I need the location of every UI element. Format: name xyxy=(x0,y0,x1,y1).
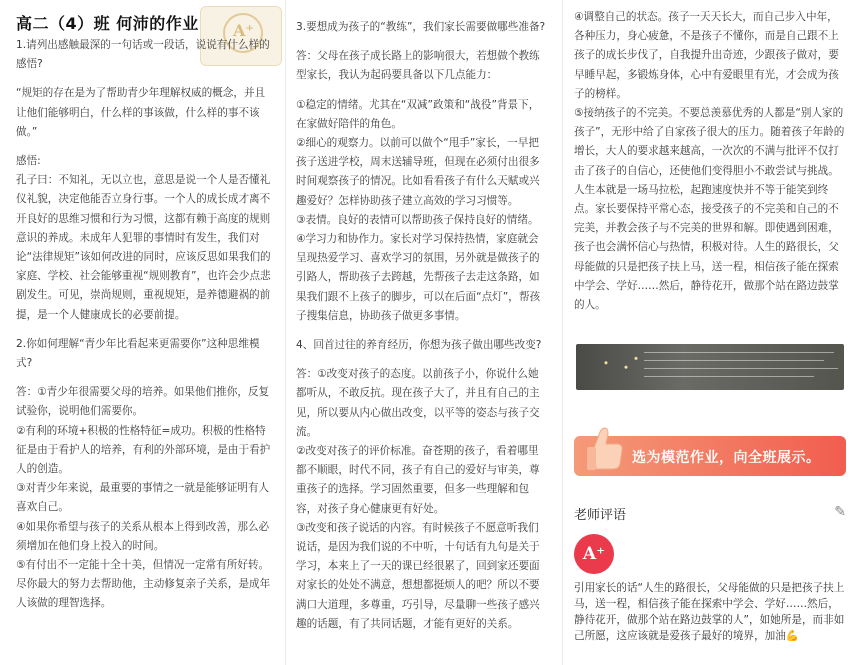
answer-3-4: ④学习力和协作力。家长对学习保持热情，家庭就会呈现热爱学习、喜欢学习的氛围，另外就是做孩子的引路人，帮助孩子去跨越，先帮孩子去走这条路，如果我们跟不上孩子的脚步，可以在后面“点灯”，帮孩子搜集信息，协助孩子做更多事情。 xyxy=(296,233,541,322)
reflection-label: 感悟: xyxy=(16,155,41,168)
page-title: 高二（4）班 何沛的作业 xyxy=(16,14,199,33)
question-4: 4、回首过往的养育经历，你想为孩子做出哪些改变? xyxy=(296,339,542,352)
question-1: 1.请列出感触最深的一句话或一段话，说说有什么样的感悟? xyxy=(16,39,270,71)
review-title: 老师评语 xyxy=(574,508,627,523)
column-divider xyxy=(285,0,286,665)
grade-avatar: A⁺ xyxy=(574,534,614,574)
quote-text: “规矩的存在是为了帮助青少年理解权威的概念，并且让他们能够明白，什么样的事该做，什么样的事不该做。” xyxy=(16,87,266,138)
answer-4-5: ⑤接纳孩子的不完美。不要总羡慕优秀的人都是“别人家的孩子”，无形中给了自家孩子很大的压力。随着孩子年龄的增长，大人的要求越来越高，一次次的不满与批评不仅打击了孩子的自信心，还使他们变得胆小不敢尝试与挑战。人生本就是一场马拉松，起跑速度快并不等于能笑到终点。家长要保持平常心态，接受孩子的不完美和自己的不完美，并教会孩子与不完美的世界和解。即使遇到困难，孩子也会满怀信心与热情，积极对待。人生的路很长，父母能做的只是把孩子扶上马，送一程，相信孩子能在探索中学会、学好……然后，静待花开，做那个站在路边鼓掌的人。 xyxy=(574,107,845,312)
answer-3-2: ②细心的观察力。以前可以做个“甩手”家长，一早把孩子送进学校，周末送辅导班，但现在必须付出很多时间观察孩子的情况。比如看看孩子有什么天赋或兴趣爱好？怎样协助孩子建立高效的学习习惯等。 xyxy=(296,137,540,207)
answer-3-3: ③表情。良好的表情可以帮助孩子保持良好的情绪。 xyxy=(296,213,539,226)
answer-4-4: ④调整自己的状态。孩子一天天长大，而自己步入中年，各种压力，身心疲惫，不是孩子不懂你，而是自己跟不上孩子的成长步伐了，自我提升出奇迹，少跟孩子做对，要早睡早起，多锻炼身体，心中有爱眼里有光，才会成为孩子的榜样。 xyxy=(574,11,839,100)
teacher-review-text: 引用家长的话“人生的路很长，父母能做的只是把孩子扶上马，送一程，相信孩子能在探索中学会、学好……然后，静待花开，做那个站在路边鼓掌的人”，如她所是，而非如己所愿，这应该就是爱孩子最好的境界，加油💪 xyxy=(574,582,845,642)
thumbs-up-icon xyxy=(582,424,626,476)
banner-text: 选为模范作业，向全班展示。 xyxy=(632,450,821,466)
answer-2-3: ③对青少年来说，最重要的事情之一就是能够证明有人喜欢自己。 xyxy=(16,482,270,514)
reflection-text: 孔子曰：不知礼，无以立也，意思是说一个人是否懂礼仪礼貌，决定他能否立身行事。一个人的成长成才离不开良好的思维习惯和行为习惯，这都有赖于高度的规则意识的养成。未成年人犯罪的事情时有发生，我们对论“法律规矩”该如何改进的同时，应该反思如果我们的家庭、学校、社会能够重视“规则教育”，也许会少点悲剧发生。可见，崇尚规则，重视规矩，是养德避祸的前提，是一个人健康成长的必要前提。 xyxy=(16,174,271,321)
pencil-icon[interactable]: ✎ xyxy=(834,504,846,520)
answer-2-4: ④如果你希望与孩子的关系从根本上得到改善，那么必须增加在他们身上投入的时间。 xyxy=(16,520,270,552)
column-divider xyxy=(562,0,563,665)
homework-photo[interactable] xyxy=(576,344,844,390)
homework-column-2 xyxy=(296,0,548,665)
answer-4-2: ②改变对孩子的评价标准。奋苍期的孩子，看着哪里都不顺眼，时代不同，孩子有自己的爱好与审美，尊重孩子的选择。学习固然重要，但多一些理解和包容，对孩子身心健康更有好处。 xyxy=(296,445,540,515)
homework-column-3 xyxy=(574,0,846,336)
homework-column-1 xyxy=(16,0,272,665)
question-3: 3.要想成为孩子的“教练”，我们家长需要做哪些准备? xyxy=(296,21,546,33)
answer-3-1: ①稳定的情绪。尤其在“双减”政策和“战役”背景下，在家做好陪伴的角色。 xyxy=(296,98,540,130)
answer-2-1: 答：①青少年很需要父母的培养。如果他们推你，反复试验你，说明他们需要你。 xyxy=(16,386,270,418)
answer-2-5: ⑤有付出不一定能十全十美，但情况一定常有所好转。尽你最大的努力去帮助他，主动修复亲子关系，是成年人该做的理智选择。 xyxy=(16,559,271,610)
question-2: 2.你如何理解“青少年比看起来更需要你”这种思维模式? xyxy=(16,337,260,370)
teacher-review-header xyxy=(574,504,846,526)
answer-3-intro: 答：父母在孩子成长路上的影响很大，若想做个教练型家长，我认为起码要具备以下几点能力： xyxy=(296,50,540,82)
answer-2-2: ②有利的环境+积极的性格特征=成功。积极的性格特征是由于看护人的培养，有利的外部环境，是由于看护人的创造。 xyxy=(16,424,271,476)
model-homework-banner[interactable] xyxy=(574,436,846,476)
answer-4-1: 答：①改变对孩子的态度。以前孩子小，你说什么她都听从，不敢反抗。现在孩子大了，并且有自己的主见，所以要从内心做出改变，以平等的姿态与孩子交流。 xyxy=(296,368,540,438)
answer-4-3: ③改变和孩子说话的内容。有时候孩子不愿意听我们说话，是因为我们说的不中听，十句话有九句是关于学习，本来上了一天的课已经很累了，回到家还要面对家长的处处不满意，想想都挺烦人的吧？所以不要满口大道理，多尊重，巧引导，尽量聊一些孩子感兴趣的话题，有了共同话题，才能有更好的关系。 xyxy=(296,521,540,630)
sparkle-icon xyxy=(596,354,646,376)
